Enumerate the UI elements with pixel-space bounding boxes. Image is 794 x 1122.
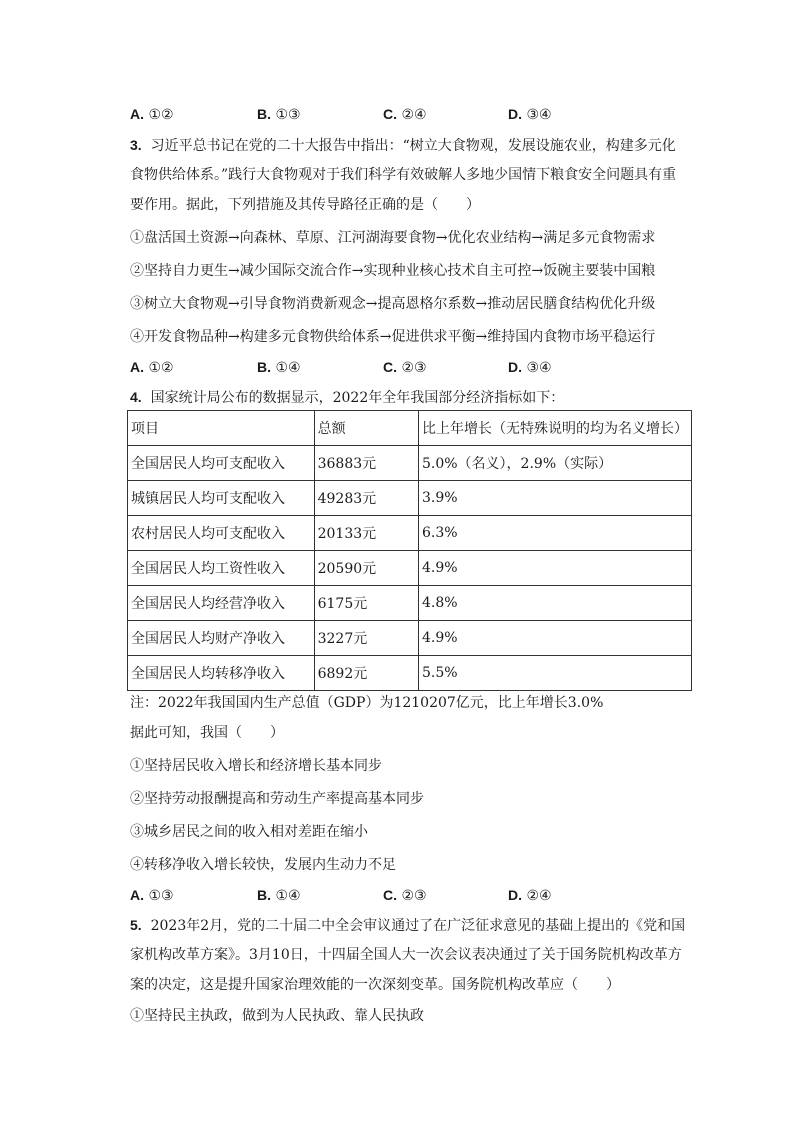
q4-option-a: A. ①③ <box>130 887 174 904</box>
q4-prompt: 据此可知，我国（ ） <box>130 725 284 741</box>
q4-note: 注：2022年我国国内生产总值（GDP）为1210207亿元，比上年增长3.0% <box>130 695 604 711</box>
option-letter: D. <box>508 887 522 903</box>
option-letter: A. <box>130 359 144 375</box>
table-row <box>128 656 692 691</box>
table-cell-item: 全国居民人均工资性收入 <box>128 551 315 586</box>
q4-stem-line <box>130 387 564 408</box>
table-cell-total: 20133元 <box>314 516 418 551</box>
option-letter: C. <box>383 106 397 122</box>
q4-option-d: D. ②④ <box>508 887 552 904</box>
table-header-item: 项目 <box>128 411 315 446</box>
q3-statement-1: ①盘活国土资源→向森林、草原、江河湖海要食物→优化农业结构→满足多元食物需求 <box>130 230 656 246</box>
q3-stem-text-1: 习近平总书记在党的二十大报告中指出：“树立大食物观，发展设施农业，构建多元化 <box>150 138 676 154</box>
q2-option-d: D. ③④ <box>508 106 552 123</box>
table-row <box>128 481 692 516</box>
table-cell-total: 3227元 <box>314 621 418 656</box>
table-cell-total: 6175元 <box>314 586 418 621</box>
table-row <box>128 621 692 656</box>
table-header-total: 总额 <box>314 411 418 446</box>
q3-stem-line-3: 要作用。据此，下列措施及其传导路径正确的是（ ） <box>130 197 480 213</box>
table-cell-total: 20590元 <box>314 551 418 586</box>
q4-option-c: C. ②③ <box>383 887 427 904</box>
table-cell-total: 6892元 <box>314 656 418 691</box>
q3-option-c: C. ②③ <box>383 359 427 376</box>
q5-number: 5. <box>130 917 142 933</box>
table-cell-item: 全国居民人均财产净收入 <box>128 621 315 656</box>
table-cell-total: 36883元 <box>314 446 418 481</box>
q3-option-a: A. ①② <box>130 359 174 376</box>
option-letter: D. <box>508 106 522 122</box>
option-letter: B. <box>257 887 271 903</box>
table-cell-growth: 3.9% <box>418 481 691 516</box>
q2-option-a: A. ①② <box>130 106 174 123</box>
q3-number: 3. <box>130 137 142 153</box>
q4-statement-4: ④转移净收入增长较快，发展内生动力不足 <box>130 857 396 873</box>
table-row <box>128 446 692 481</box>
table-cell-growth: 4.9% <box>418 621 691 656</box>
table-cell-growth: 4.8% <box>418 586 691 621</box>
table-cell-growth: 4.9% <box>418 551 691 586</box>
q5-statement-1: ①坚持民主执政，做到为人民执政、靠人民执政 <box>130 1008 424 1024</box>
q5-stem-text-1: 2023年2月，党的二十届二中全会审议通过了在广泛征求意见的基础上提出的《党和国 <box>150 918 686 934</box>
q4-statement-1: ①坚持居民收入增长和经济增长基本同步 <box>130 758 382 774</box>
table-cell-item: 全国居民人均转移净收入 <box>128 656 315 691</box>
q3-statement-2: ②坚持自力更生→减少国际交流合作→实现种业核心技术自主可控→饭碗主要装中国粮 <box>130 263 656 279</box>
q4-statement-2: ②坚持劳动报酬提高和劳动生产率提高基本同步 <box>130 791 424 807</box>
option-letter: A. <box>130 106 144 122</box>
table-cell-item: 全国居民人均可支配收入 <box>128 446 315 481</box>
option-letter: C. <box>383 359 397 375</box>
table-cell-total: 49283元 <box>314 481 418 516</box>
q5-stem-line-1 <box>130 915 685 936</box>
table-cell-item: 农村居民人均可支配收入 <box>128 516 315 551</box>
option-letter: A. <box>130 887 144 903</box>
q3-statement-3: ③树立大食物观→引导食物消费新观念→提高恩格尔系数→推动居民膳食结构优化升级 <box>130 296 656 312</box>
q3-options <box>130 357 690 377</box>
table-cell-growth: 5.5% <box>418 656 691 691</box>
table-header-growth: 比上年增长（无特殊说明的均为名义增长） <box>418 411 691 446</box>
table-cell-item: 城镇居民人均可支配收入 <box>128 481 315 516</box>
q4-stem-text: 国家统计局公布的数据显示，2022年全年我国部分经济指标如下： <box>150 390 565 406</box>
option-letter: B. <box>257 106 271 122</box>
table-cell-growth: 5.0%（名义），2.9%（实际） <box>418 446 691 481</box>
q3-statement-4: ④开发食物品种→构建多元食物供给体系→促进供求平衡→维持国内食物市场平稳运行 <box>130 329 656 345</box>
table-row <box>128 516 692 551</box>
table-row <box>128 551 692 586</box>
q5-stem-line-3: 案的决定，这是提升国家治理效能的一次深刻变革。国务院机构改革应（ ） <box>130 977 620 993</box>
q3-option-d: D. ③④ <box>508 359 552 376</box>
option-letter: D. <box>508 359 522 375</box>
q2-option-b: B. ①③ <box>257 106 301 123</box>
q3-stem-line-2: 食物供给体系。”践行大食物观对于我们科学有效破解人多地少国情下粮食安全问题具有重 <box>130 167 677 183</box>
option-letter: C. <box>383 887 397 903</box>
q2-options <box>130 104 690 124</box>
table-cell-item: 全国居民人均经营净收入 <box>128 586 315 621</box>
q4-statement-3: ③城乡居民之间的收入相对差距在缩小 <box>130 824 368 840</box>
q3-option-b: B. ①④ <box>257 359 301 376</box>
q4-option-b: B. ①④ <box>257 887 301 904</box>
table-header-row <box>128 411 692 446</box>
q4-options <box>130 885 690 905</box>
q2-option-c: C. ②④ <box>383 106 427 123</box>
q4-number: 4. <box>130 389 142 405</box>
q5-stem-line-2: 家机构改革方案》。3月10日，十四届全国人大一次会议表决通过了关于国务院机构改革方 <box>130 947 682 963</box>
table-row <box>128 586 692 621</box>
table-cell-growth: 6.3% <box>418 516 691 551</box>
economic-indicators-table <box>127 410 692 691</box>
option-letter: B. <box>257 359 271 375</box>
q3-stem-line-1 <box>130 135 676 156</box>
